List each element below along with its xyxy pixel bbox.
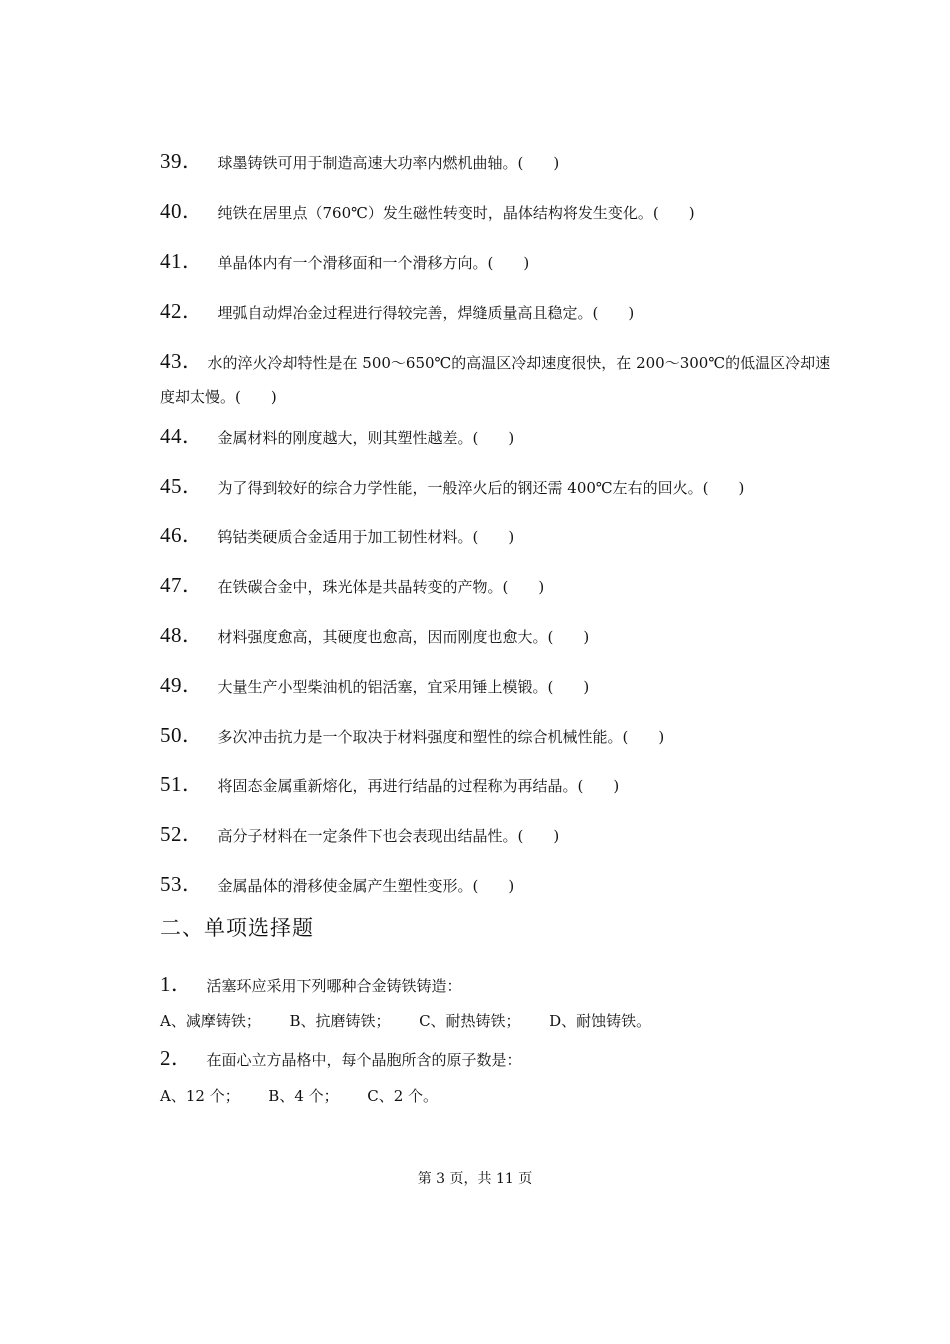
- question-number: 1．: [160, 972, 193, 996]
- question-number: 43．: [160, 349, 204, 373]
- question-number: 46．: [160, 523, 204, 547]
- choice-question-2: [160, 1042, 870, 1072]
- question-text: 活塞环应采用下列哪种合金铸铁铸造：: [206, 977, 462, 995]
- question-46: [160, 519, 870, 549]
- question-40: [160, 195, 870, 225]
- question-39: [160, 145, 870, 175]
- question-43-continuation: 度却太慢。( ): [160, 388, 277, 406]
- section-title: 二、单项选择题: [160, 916, 314, 940]
- question-text: 球墨铸铁可用于制造高速大功率内燃机曲轴。( ): [217, 154, 560, 172]
- question-text: 多次冲击抗力是一个取决于材料强度和塑性的综合机械性能。( ): [217, 728, 665, 746]
- question-number: 41．: [160, 249, 204, 273]
- question-text: 埋弧自动焊冶金过程进行得较完善，焊缝质量高且稳定。( ): [217, 304, 635, 322]
- question-42: [160, 295, 870, 325]
- question-number: 48．: [160, 623, 204, 647]
- question-text: 金属晶体的滑移使金属产生塑性变形。( ): [217, 877, 515, 895]
- question-text: 在铁碳合金中，珠光体是共晶转变的产物。( ): [217, 578, 545, 596]
- question-number: 42．: [160, 299, 204, 323]
- question-text: 材料强度愈高，其硬度也愈高，因而刚度也愈大。( ): [217, 628, 590, 646]
- question-49: [160, 669, 870, 699]
- question-text: 纯铁在居里点（760℃）发生磁性转变时，晶体结构将发生变化。( ): [217, 204, 695, 222]
- question-43: [160, 345, 870, 375]
- choice-options-1: A、减摩铸铁； B、抗磨铸铁； C、耐热铸铁； D、耐蚀铸铁。: [160, 1012, 652, 1030]
- question-48: [160, 619, 870, 649]
- page-footer: 第 3 页，共 11 页: [417, 1171, 533, 1187]
- choice-options-2: A、12 个； B、4 个； C、2 个。: [160, 1087, 439, 1105]
- question-number: 2．: [160, 1046, 193, 1070]
- question-text: 在面心立方晶格中，每个晶胞所含的原子数是：: [206, 1051, 522, 1069]
- question-45: [160, 470, 870, 500]
- question-44: [160, 420, 870, 450]
- question-number: 39．: [160, 149, 204, 173]
- question-52: [160, 818, 870, 848]
- question-number: 53．: [160, 872, 204, 896]
- question-text: 钨钴类硬质合金适用于加工韧性材料。( ): [217, 528, 515, 546]
- question-number: 45．: [160, 474, 204, 498]
- question-text: 高分子材料在一定条件下也会表现出结晶性。( ): [217, 827, 560, 845]
- question-text: 水的淬火冷却特性是在 500～650℃的高温区冷却速度很快，在 200～300℃的低温区冷却速: [207, 354, 831, 372]
- question-47: [160, 569, 870, 599]
- question-text: 单晶体内有一个滑移面和一个滑移方向。( ): [217, 254, 530, 272]
- question-number: 47．: [160, 573, 204, 597]
- question-53: [160, 868, 870, 898]
- question-number: 51．: [160, 772, 204, 796]
- question-text: 大量生产小型柴油机的铝活塞，宜采用锤上模锻。( ): [217, 678, 590, 696]
- question-number: 40．: [160, 199, 204, 223]
- question-51: [160, 768, 870, 798]
- question-number: 52．: [160, 822, 204, 846]
- question-text: 为了得到较好的综合力学性能，一般淬火后的钢还需 400℃左右的回火。( ): [217, 479, 745, 497]
- choice-question-1: [160, 968, 870, 998]
- question-41: [160, 245, 870, 275]
- question-text: 将固态金属重新熔化，再进行结晶的过程称为再结晶。( ): [217, 777, 620, 795]
- question-50: [160, 719, 870, 749]
- question-number: 49．: [160, 673, 204, 697]
- question-text: 金属材料的刚度越大，则其塑性越差。( ): [217, 429, 515, 447]
- question-number: 50．: [160, 723, 204, 747]
- question-number: 44．: [160, 424, 204, 448]
